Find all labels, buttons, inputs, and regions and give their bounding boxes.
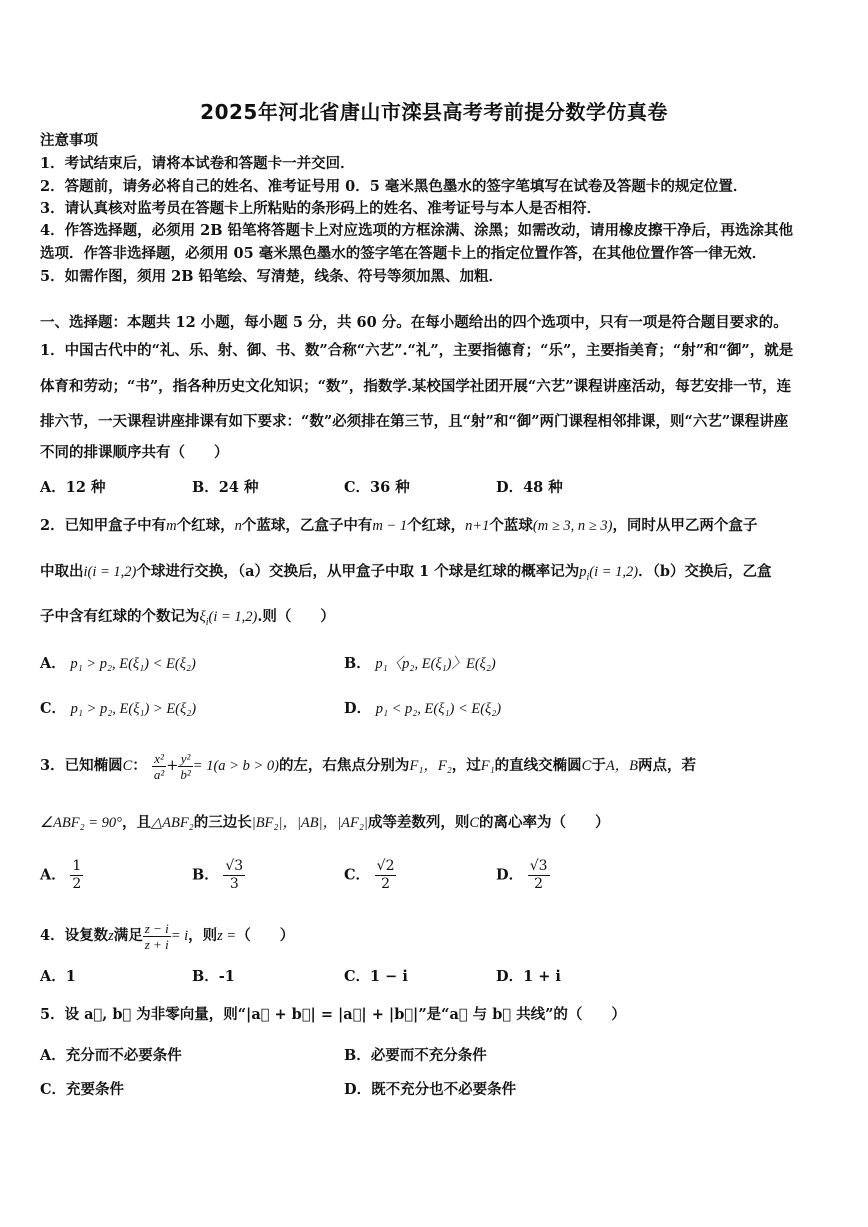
q3-math: F₁，F₂ — [409, 758, 452, 774]
q2-text: ，同时从甲乙两个盒子 — [612, 517, 758, 534]
option-fraction — [70, 858, 83, 893]
question-3-option-b — [192, 858, 245, 893]
q2-math: i(i = 1,2) — [83, 564, 137, 580]
question-2-line — [40, 563, 771, 587]
question-3-line: 3．已知椭圆C： $\frac{\text{x²}}{\text{a²}}$ + $\frac{\text{y²}}{\text{b²}}$ = 1(a > b > 0)的左，右焦点分别为F₁，F₂，过F₁的直线交椭圆C于A，B两点，若 — [40, 750, 697, 782]
question-2-option-b — [344, 655, 496, 673]
q3-text: 的三边长 — [193, 814, 252, 831]
q2-text: 个蓝球，乙盒子中有 — [241, 517, 373, 534]
fraction-num: √3 — [529, 858, 548, 874]
q3-text: 两点，若 — [638, 757, 697, 774]
question-3-option-a — [40, 858, 83, 893]
fraction-den: a² — [153, 766, 165, 782]
question-5-option-a: A．充分而不必要条件 — [40, 1047, 182, 1064]
q2-math: (i = 1,2) — [208, 609, 258, 625]
question-2-option-a — [40, 655, 196, 673]
q4-text: ，则 — [188, 927, 218, 944]
q2-math: n — [234, 518, 242, 534]
q2-subscript: i — [205, 616, 209, 628]
q3-math: C — [122, 758, 133, 774]
q2-text: 个红球， — [407, 517, 466, 534]
option-fraction — [528, 858, 550, 893]
question-4-option-c: C．1 − i — [344, 968, 408, 985]
question-3-option-d — [496, 858, 550, 893]
fraction — [143, 921, 171, 952]
q4-text: （ ） — [236, 927, 295, 944]
q2-math: n+1 — [465, 518, 490, 534]
page-title: 2025年河北省唐山市滦县高考考前提分数学仿真卷 — [200, 100, 668, 124]
q3-text: 的直线交椭圆 — [494, 757, 582, 774]
q3-text: ，过 — [451, 757, 481, 774]
q2-text: 2．已知甲盒子中有 — [40, 517, 167, 534]
q3-text: 成等差数列，则 — [367, 814, 470, 831]
question-1-option-c: C．36 种 — [344, 479, 410, 496]
q3-math: F₁ — [480, 758, 495, 774]
fraction-den: b² — [180, 766, 191, 782]
option-label: A． — [40, 655, 66, 672]
question-4-option-b: B．-1 — [192, 968, 235, 985]
q3-math: C — [581, 758, 592, 774]
option-math: p₁ > p₂, E(ξ₁) > E(ξ₂) — [70, 701, 197, 717]
question-1-option-d: D．48 种 — [496, 479, 563, 496]
q3-text: ： — [132, 757, 147, 774]
q2-subscript: i — [586, 571, 590, 583]
question-2-option-c — [40, 700, 196, 718]
q3-math: C — [469, 815, 480, 831]
question-1-line: 1．中国古代中的“礼、乐、射、御、书、数”合称“六艺”.“礼”，主要指德育；“乐”，主要指美育；“射”和“御”，就是 — [40, 342, 794, 359]
q2-text: 个红球， — [176, 517, 235, 534]
question-5-option-b: B．必要而不充分条件 — [344, 1047, 487, 1064]
fraction-num: √3 — [225, 858, 244, 874]
q3-math: A，B — [605, 758, 639, 774]
option-fraction — [375, 858, 397, 893]
q4-text: 满足 — [113, 927, 143, 944]
section-heading: 一、选择题：本题共 12 小题，每小题 5 分，共 60 分。在每小题给出的四个选项中，只有一项是符合题目要求的。 — [40, 314, 788, 331]
q4-math: z = — [217, 928, 237, 944]
option-label: B． — [192, 866, 219, 884]
q3-math: △ABF₂ — [150, 815, 194, 831]
option-label: A． — [40, 866, 66, 884]
fraction-num: 1 — [72, 858, 82, 874]
option-label: C． — [40, 700, 67, 717]
q3-math: |BF₂|，|AB|，|AF₂| — [251, 815, 368, 831]
question-2-line — [40, 608, 335, 632]
q3-math: = 1(a > b > 0) — [192, 758, 279, 774]
q2-text: .则（ ） — [257, 608, 335, 625]
q3-text: 3．已知椭圆 — [40, 757, 123, 774]
notice-item: 4．作答选择题，必须用 2B 铅笔将答题卡上对应选项的方框涂满、涂黑；如需改动，请用橡皮擦干净后，再选涂其他 — [40, 222, 794, 239]
question-5-line: 5．设 a⃗, b⃗ 为非零向量，则“|a⃗ + b⃗| = |a⃗| + |b⃗|”是“a⃗ 与 b⃗ 共线”的（ ） — [40, 1006, 626, 1023]
fraction-x — [152, 751, 166, 782]
notice-item: 选项．作答非选择题，必须用 05 毫米黑色墨水的签字笔在答题卡上的指定位置作答，在其他位置作答一律无效． — [40, 245, 767, 262]
question-4-line — [40, 918, 294, 954]
fraction-num: √2 — [376, 858, 395, 874]
fraction-num: y² — [178, 751, 192, 767]
notice-item: 1．考试结束后，请将本试卷和答题卡一并交回． — [40, 155, 355, 172]
notice-item: 2．答题前，请务必将自己的姓名、准考证号用 0．5 毫米黑色墨水的签字笔填写在试卷及答题卡的规定位置． — [40, 178, 748, 195]
question-4-option-a: A．1 — [40, 968, 76, 985]
q2-text: 个球进行交换，（a）交换后，从甲盒子中取 1 个球是红球的概率记为 — [136, 563, 580, 580]
option-math: p₁ > p₂, E(ξ₁) < E(ξ₂) — [70, 656, 196, 672]
q2-math: m − 1 — [372, 518, 408, 534]
question-1-line: 不同的排课顺序共有（ ） — [40, 444, 229, 461]
option-label: B． — [344, 655, 371, 672]
fraction-den: z + i — [144, 936, 169, 952]
q2-math: (m ≥ 3, n ≥ 3) — [532, 518, 613, 534]
question-2-option-d — [344, 700, 501, 718]
q2-math: m — [166, 518, 177, 534]
q3-text: 于 — [591, 757, 606, 774]
notice-item: 3．请认真核对监考员在答题卡上所粘贴的条形码上的姓名、准考证号与本人是否相符． — [40, 200, 602, 217]
question-5-option-d: D．既不充分也不必要条件 — [344, 1081, 517, 1098]
q2-text: 中取出 — [40, 563, 84, 580]
notice-item: 5．如需作图，须用 2B 铅笔绘、写清楚，线条、符号等须加黑、加粗． — [40, 268, 504, 285]
question-2-line — [40, 517, 757, 535]
q3-text: ，且 — [121, 814, 151, 831]
q2-math: (i = 1,2) — [589, 564, 639, 580]
fraction-num: x² — [152, 751, 166, 767]
fraction-y — [178, 751, 192, 782]
fraction-den: 2 — [72, 876, 82, 892]
q3-text: 的离心率为（ ） — [479, 814, 610, 831]
fraction-den: 2 — [381, 876, 391, 892]
option-label: D． — [496, 866, 524, 884]
q4-text: 4．设复数 — [40, 927, 109, 944]
fraction-den: 2 — [534, 876, 544, 892]
question-1-option-b: B．24 种 — [192, 479, 259, 496]
fraction-num: z − i — [144, 920, 169, 936]
q3-text: 的左，右焦点分别为 — [278, 757, 410, 774]
q4-math: = i — [170, 928, 189, 944]
fraction-den: 3 — [229, 876, 239, 892]
option-label: C． — [344, 866, 371, 884]
question-5-option-c: C．充要条件 — [40, 1081, 125, 1098]
option-math: p₁〈p₂, E(ξ₁)〉E(ξ₂) — [375, 656, 496, 672]
question-1-option-a: A．12 种 — [40, 479, 106, 496]
q2-math: ξ — [199, 609, 206, 625]
q2-math: p — [579, 564, 587, 580]
notice-heading: 注意事项 — [40, 132, 98, 149]
question-4-option-d: D．1 + i — [496, 968, 561, 985]
q3-math: ∠ABF₂ = 90° — [40, 815, 122, 831]
q2-text: 个蓝球 — [489, 517, 533, 534]
question-3-option-c — [344, 858, 396, 893]
q4-math: z — [108, 928, 114, 944]
q2-text: ．（b）交换后，乙盒 — [638, 563, 772, 580]
option-math: p₁ < p₂, E(ξ₁) < E(ξ₂) — [375, 701, 502, 717]
question-1-line: 排六节，一天课程讲座排课有如下要求：“数”必须排在第三节，且“射”和“御”两门课程相邻排课，则“六艺”课程讲座 — [40, 413, 789, 430]
option-label: D． — [344, 700, 372, 717]
question-3-line — [40, 814, 610, 832]
question-1-line: 体育和劳动；“书”，指各种历史文化知识；“数”，指数学.某校国学社团开展“六艺”课程讲座活动，每艺安排一节，连 — [40, 378, 792, 395]
q2-text: 子中含有红球的个数记为 — [40, 608, 200, 625]
option-fraction — [223, 858, 245, 893]
